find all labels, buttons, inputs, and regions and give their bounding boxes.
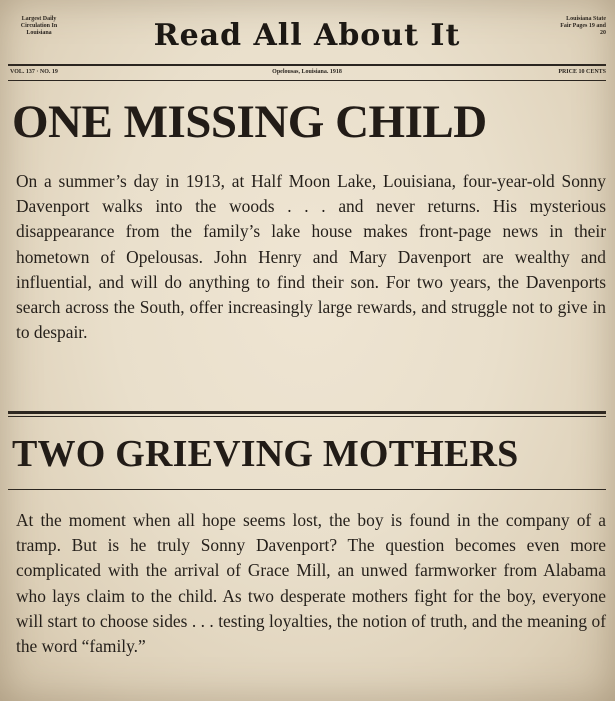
- place-date: Opelousas, Louisiana. 1918: [272, 69, 342, 75]
- story-one-body: On a summer’s day in 1913, at Half Moon Lake, Louisiana, four-year-old Sonny Davenport walks into the woods . . . and never returns. His mysterious disappearance from the family’s lake house makes front-page news in their hometown of Opelousas. John Henry and Mary Davenport are wealthy and influential, and will do anything to find their son. For two years, the Davenports search across the South, offer increasingly large rewards, and struggle not to give in to despair.: [16, 171, 606, 343]
- story-two-body: At the moment when all hope seems lost, the boy is found in the company of a tramp. But is he truly Sonny Davenport? The question becomes even more complicated with the arrival of Grace Mill, an unwed farmworker from Alabama who lays claim to the child. As two desperate mothers fight for the boy, everyone will start to choose sides . . . testing loyalties, the notion of truth, and the meaning of the word “family.”: [16, 510, 606, 657]
- masthead-ear-left: Largest Daily Circulation In Louisiana: [20, 16, 58, 36]
- headline-two-grieving-mothers: TWO GRIEVING MOTHERS: [12, 433, 519, 475]
- dateline-bar: [8, 64, 606, 81]
- volume-number: VOL. 137 · NO. 19: [10, 69, 58, 75]
- headline-underline: [8, 489, 606, 490]
- masthead-title: Read All About It: [153, 18, 461, 53]
- section-divider: [8, 411, 606, 417]
- masthead-ear-right: Louisiana State Fair Pages 19 and 20: [560, 16, 606, 36]
- price: PRICE 10 CENTS: [558, 69, 606, 75]
- masthead: [8, 10, 606, 62]
- headline-one-missing-child: ONE MISSING CHILD: [12, 96, 487, 148]
